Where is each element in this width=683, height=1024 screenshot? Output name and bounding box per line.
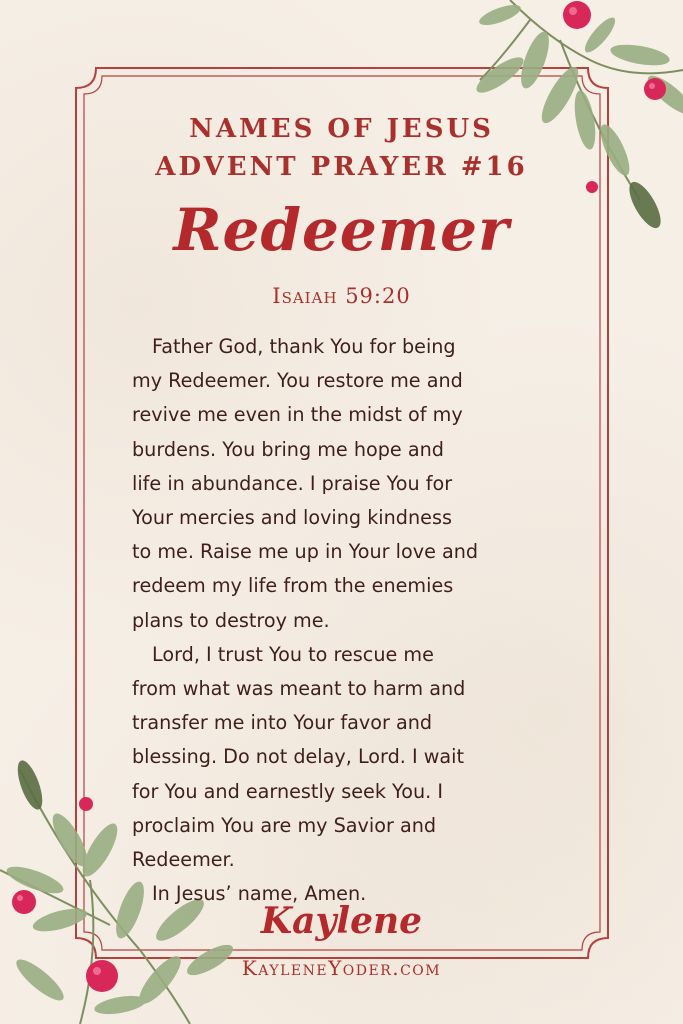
prayer-line: Redeemer.: [132, 848, 235, 872]
prayer-line: to me. Raise me up in Your love and: [132, 540, 479, 564]
berry-icon: [585, 180, 599, 194]
prayer-line: In Jesus’ name, Amen.: [152, 882, 367, 906]
prayer-line: blessing. Do not delay, Lord. I wait: [132, 745, 465, 769]
prayer-line: proclaim You are my Savior and: [132, 813, 437, 837]
author-signature: Kaylene: [260, 900, 423, 942]
prayer-line: revive me even in the midst of my: [132, 403, 463, 427]
prayer-line: Father God, thank You for being: [152, 335, 456, 358]
prayer-line: my Redeemer. You restore me and: [132, 369, 463, 393]
header-line-1: NAMES OF JESUS: [189, 114, 494, 144]
prayer-paragraph-1: [132, 330, 572, 638]
prayer-line: transfer me into Your favor and: [132, 711, 433, 735]
prayer-line: plans to destroy me.: [132, 608, 330, 632]
prayer-line: Your mercies and loving kindness: [132, 506, 452, 530]
page-title: Redeemer: [173, 196, 510, 264]
prayer-line: burdens. You bring me hope and: [132, 437, 444, 461]
prayer-line: for You and earnestly seek You. I: [132, 779, 443, 803]
scripture-reference: Isaiah 59:20: [272, 284, 411, 308]
prayer-line: from what was meant to harm and: [132, 677, 466, 701]
berry-icon: [560, 0, 594, 34]
berry-icon: [642, 76, 668, 102]
berry-icon: [78, 796, 94, 812]
header-line-2: ADVENT PRAYER #16: [155, 152, 528, 182]
prayer-line: redeem my life from the enemies: [132, 574, 454, 598]
prayer-paragraph-2: [132, 638, 572, 877]
prayer-line: Lord, I trust You to rescue me: [152, 642, 434, 666]
prayer-line: life in abundance. I praise You for: [132, 471, 453, 495]
website-link[interactable]: KayleneYoder.com: [241, 956, 442, 980]
prayer-text: [132, 330, 572, 911]
